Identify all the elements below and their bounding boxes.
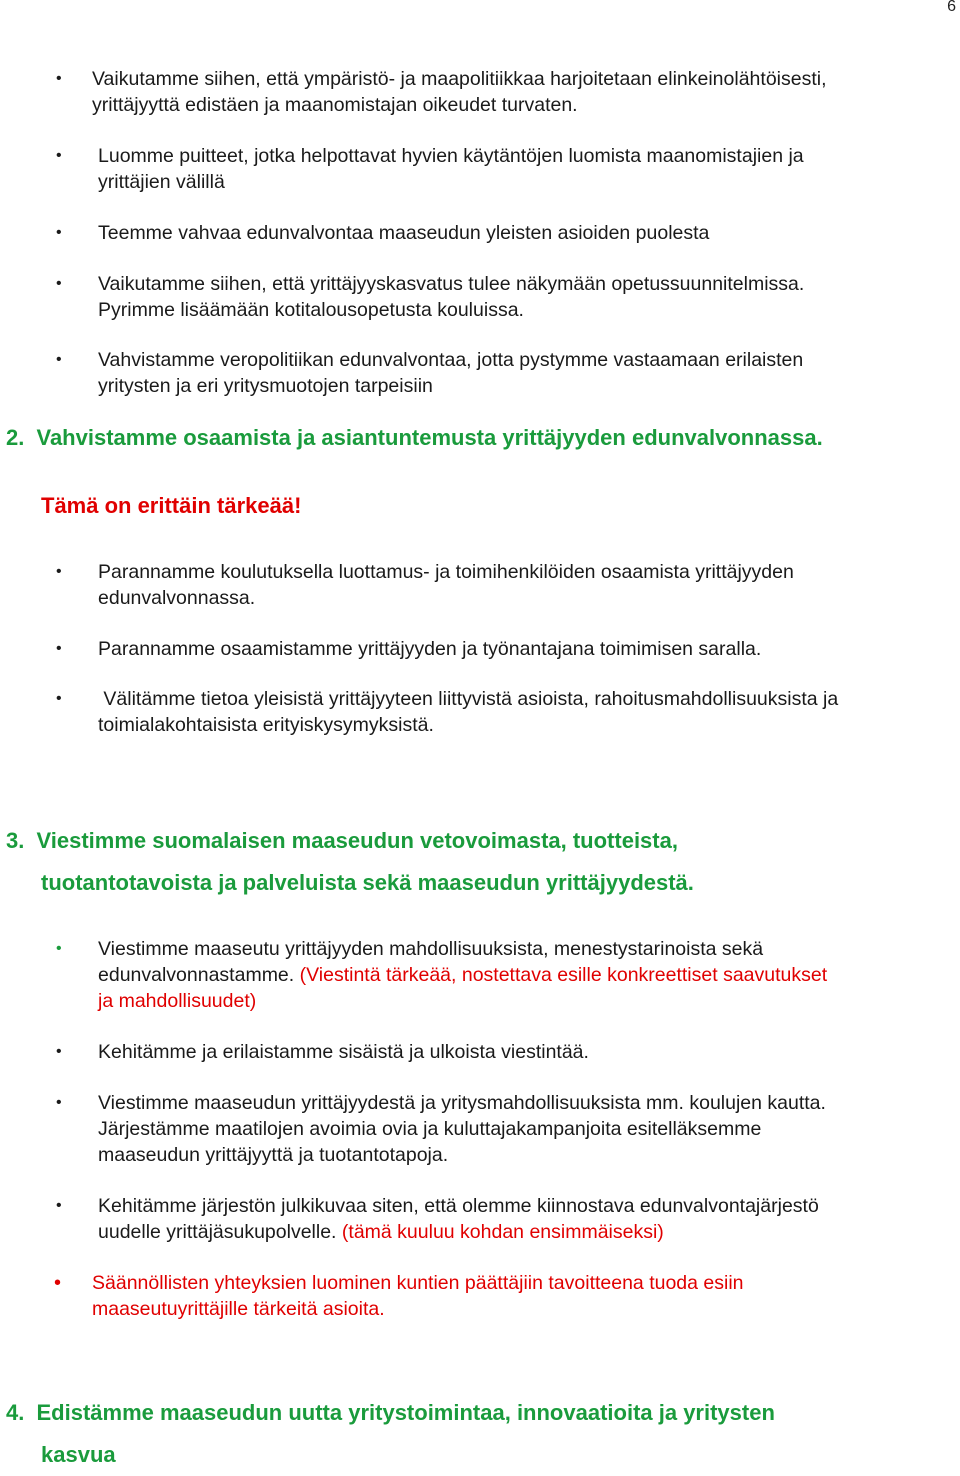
list-item-line: yrittäjyyttä edistäen ja maanomistajan oikeudet turvaten. [92, 94, 578, 116]
list-item-line: Välitämme tietoa yleisistä yrittäjyyteen liittyvistä asioista, rahoitusmahdollisuuksista ja [98, 688, 839, 710]
bullet-icon: • [56, 1197, 62, 1214]
page-number: 6 [947, 0, 956, 15]
list-item-line: Luomme puitteet, jotka helpottavat hyvien käytäntöjen luomista maanomistajien ja [98, 145, 804, 167]
list-item [56, 66, 827, 118]
bullet-icon: • [56, 1043, 62, 1060]
list-item [56, 271, 805, 323]
list-item [56, 1193, 819, 1245]
list-item [56, 1039, 589, 1065]
list-item [54, 1270, 744, 1322]
list-item-text: uudelle yrittäjäsukupolvelle. [98, 1221, 342, 1243]
list-item-line: Pyrimme lisäämään kotitalousopetusta kouluissa. [98, 299, 524, 321]
bullet-icon: • [56, 640, 62, 657]
list-item-line: maaseutuyrittäjille tärkeitä asioita. [92, 1298, 385, 1320]
list-item-line: Parannamme koulutuksella luottamus- ja toimihenkilöiden osaamista yrittäjyyden [98, 561, 794, 583]
section-3-heading [6, 820, 678, 862]
section-title: Vahvistamme osaamista ja asiantuntemusta yrittäjyyden edunvalvonnassa. [36, 425, 823, 450]
section-4-heading-line2: kasvua [41, 1442, 116, 1467]
list-item-line: yrittäjien välillä [98, 171, 225, 193]
list-item [56, 220, 710, 246]
list-item-line: Säännöllisten yhteyksien luominen kuntien päättäjiin tavoitteena tuoda esiin [92, 1272, 744, 1294]
list-item [56, 686, 839, 738]
section-2-note: Tämä on erittäin tärkeää! [41, 493, 302, 518]
list-item-comment: (tämä kuuluu kohdan ensimmäiseksi) [341, 1221, 664, 1243]
bullet-icon: • [56, 70, 62, 87]
list-item [56, 143, 804, 195]
list-item-line [98, 962, 827, 988]
bullet-icon: • [56, 275, 62, 292]
section-3-heading-line2: tuotantotavoista ja palveluista sekä maaseudun yrittäjyydestä. [41, 870, 694, 895]
section-number: 2. [6, 425, 25, 450]
list-item-line: Viestimme maaseutu yrittäjyyden mahdollisuuksista, menestystarinoista sekä [98, 938, 764, 960]
bullet-icon: • [56, 940, 62, 957]
list-item-line: Vaikutamme siihen, että ympäristö- ja maapolitiikkaa harjoitetaan elinkeinolähtöisesti, [92, 68, 827, 90]
list-item-line: Järjestämme maatilojen avoimia ovia ja kuluttajakampanjoita esitelläksemme [98, 1118, 762, 1140]
list-item [56, 936, 828, 1014]
section-number: 3. [6, 828, 25, 853]
bullet-icon: • [56, 563, 62, 580]
list-item [56, 559, 794, 611]
section-number: 4. [6, 1400, 25, 1425]
list-item-line: Viestimme maaseudun yrittäjyydestä ja yritysmahdollisuuksista mm. koulujen kautta. [98, 1092, 826, 1114]
list-item-text: edunvalvonnastamme. [98, 964, 300, 986]
list-item-comment: ja mahdollisuudet) [98, 990, 257, 1012]
list-item-line: toimialakohtaisista erityiskysymyksistä. [98, 714, 434, 736]
list-item-line [98, 1219, 819, 1245]
list-item-line: yritysten ja eri yritysmuotojen tarpeisiin [98, 375, 433, 397]
list-item-line: edunvalvonnassa. [98, 587, 256, 609]
list-item [56, 1090, 826, 1168]
list-item-line: Parannamme osaamistamme yrittäjyyden ja työnantajana toimimisen saralla. [98, 638, 762, 660]
section-title: Edistämme maaseudun uutta yritystoimintaa, innovaatioita ja yritysten [36, 1400, 775, 1425]
list-item-line: Kehitämme ja erilaistamme sisäistä ja ulkoista viestintää. [98, 1041, 589, 1063]
section-4-heading [6, 1392, 775, 1434]
bullet-icon: • [56, 690, 62, 707]
bullet-icon: • [56, 351, 62, 368]
bullet-icon: • [56, 1094, 62, 1111]
bullet-icon: • [56, 147, 62, 164]
section-title: Viestimme suomalaisen maaseudun vetovoimasta, tuotteista, [36, 828, 678, 853]
list-item [56, 636, 762, 662]
list-item-line: maaseudun yrittäjyyttä ja tuotantotapoja. [98, 1144, 449, 1166]
list-item-line: Vahvistamme veropolitiikan edunvalvontaa, jotta pystymme vastaamaan erilaisten [98, 349, 804, 371]
bullet-icon: • [56, 224, 62, 241]
list-item [56, 347, 804, 399]
list-item-comment: (Viestintä tärkeää, nostettava esille konkreettiset saavutukset [299, 964, 828, 986]
bullet-icon: • [54, 1272, 62, 1294]
section-2-heading [6, 417, 823, 459]
list-item-line: Kehitämme järjestön julkikuvaa siten, että olemme kiinnostava edunvalvontajärjestö [98, 1195, 819, 1217]
list-item-line: Teemme vahvaa edunvalvontaa maaseudun yleisten asioiden puolesta [98, 222, 710, 244]
list-item-line: Vaikutamme siihen, että yrittäjyyskasvatus tulee näkymään opetussuunnitelmissa. [98, 273, 805, 295]
